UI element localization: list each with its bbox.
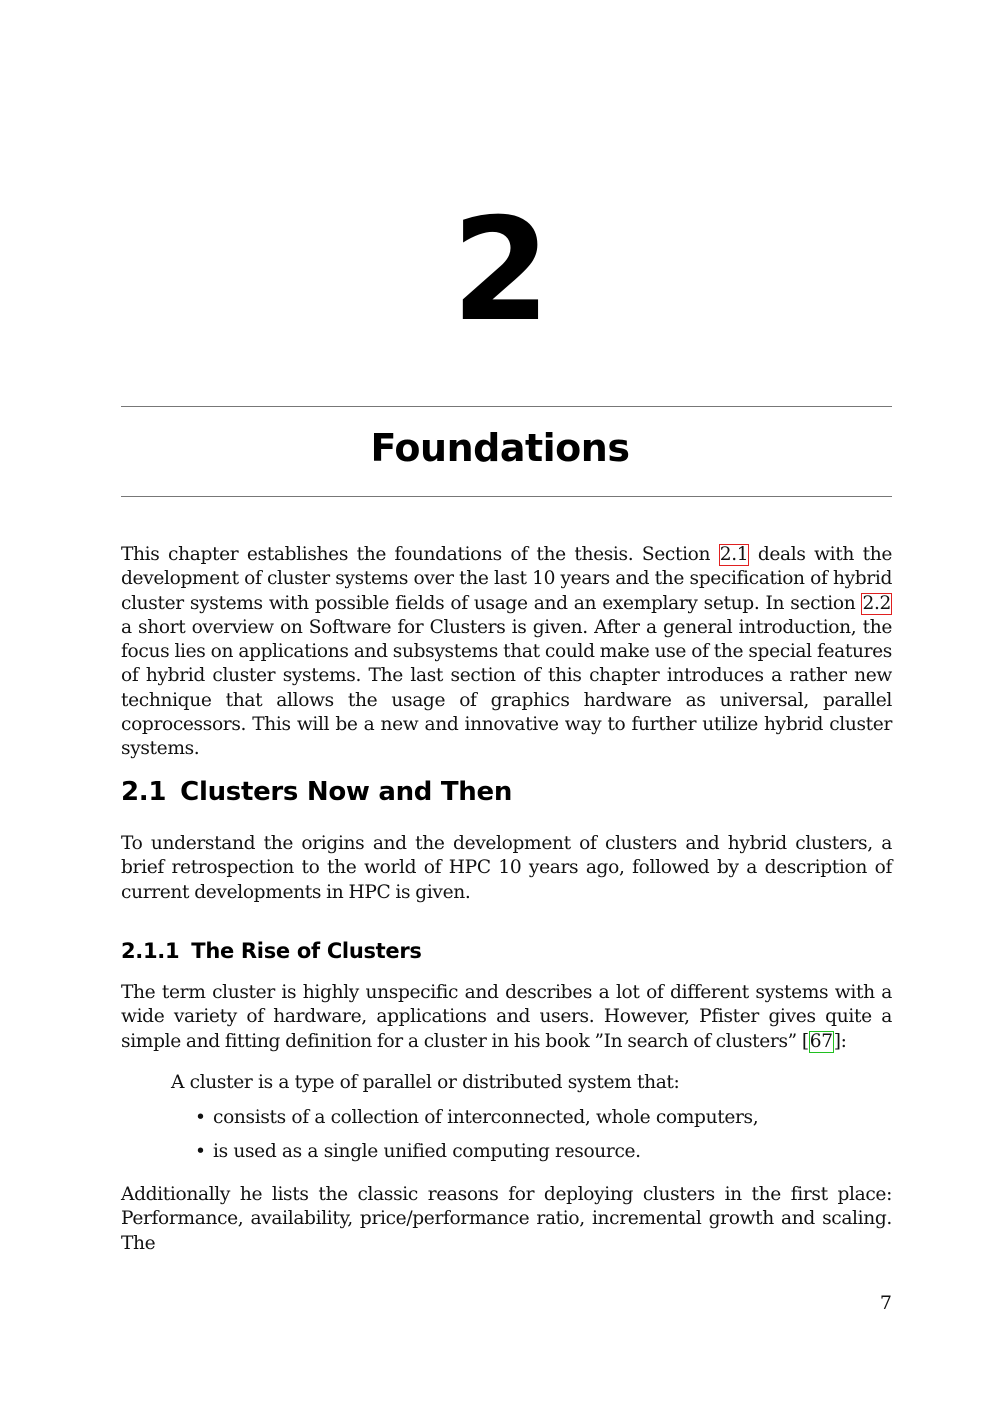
- title-rule-bottom: [121, 496, 892, 497]
- citation-link-67[interactable]: 67: [809, 1030, 833, 1052]
- page-number: 7: [879, 1292, 892, 1314]
- chapter-title: Foundations: [370, 426, 630, 470]
- subsection-number: 2.1.1: [121, 939, 180, 963]
- list-item-text: consists of a collection of interconnected, whole computers,: [213, 1107, 759, 1128]
- intro-text-1: This chapter establishes the foundations of the thesis. Section: [121, 544, 719, 565]
- list-item-text: is used as a single unified computing resource.: [213, 1141, 641, 1162]
- subsection-heading-2-1-1: [121, 937, 422, 965]
- section-ref-link-2-1[interactable]: 2.1: [719, 544, 749, 565]
- section-2-1-paragraph: To understand the origins and the development of clusters and hybrid clusters, a brief retrospection to the world of HPC 10 years ago, followed by a description of current developments in HPC is given.: [121, 833, 892, 903]
- section-title: Clusters Now and Then: [180, 777, 513, 807]
- definition-text-1: The term cluster is highly unspecific and describes a lot of different systems with a wide variety of hardware, applications and users. However, Pfister gives quite a simple and fitting definition for a cluster in his book ”In search of clusters” [: [121, 982, 892, 1052]
- intro-text-2: deals with the development of cluster systems over the last 10 years and the specification of hybrid cluster systems with possible fields of usage and an exemplary setup. In section: [121, 544, 892, 614]
- bullet-icon: •: [195, 1107, 206, 1128]
- definition-bullet-list: [190, 1106, 758, 1164]
- list-item: [190, 1106, 758, 1130]
- title-rule-top: [121, 406, 892, 407]
- section-ref-link-2-2[interactable]: 2.2: [862, 592, 891, 614]
- section-number: 2.1: [121, 777, 167, 807]
- list-item: [190, 1140, 758, 1164]
- intro-paragraph: [121, 543, 892, 762]
- intro-text-3: a short overview on Software for Clusters is given. After a general introduction, the focus lies on applications and subsystems that could make use of the special features of hybrid cluster systems. The last section of this chapter introduces a rather new technique that allows the usage of graphics hardware as universal, parallel coprocessors. This will be a new and innovative way to further utilize hybrid cluster systems.: [121, 616, 892, 760]
- bullet-icon: •: [195, 1141, 206, 1162]
- additional-paragraph: Additionally he lists the classic reasons for deploying clusters in the first place: Performance, availability, price/performance ratio, incremental growth and scaling. The: [121, 1184, 892, 1254]
- section-heading-2-1: [121, 775, 512, 809]
- subsection-title: The Rise of Clusters: [191, 939, 422, 963]
- quote-intro: A cluster is a type of parallel or distributed system that:: [171, 1072, 680, 1093]
- chapter-number: 2: [451, 188, 549, 353]
- cluster-definition-paragraph: [121, 981, 892, 1054]
- definition-text-2: ]:: [833, 1030, 847, 1052]
